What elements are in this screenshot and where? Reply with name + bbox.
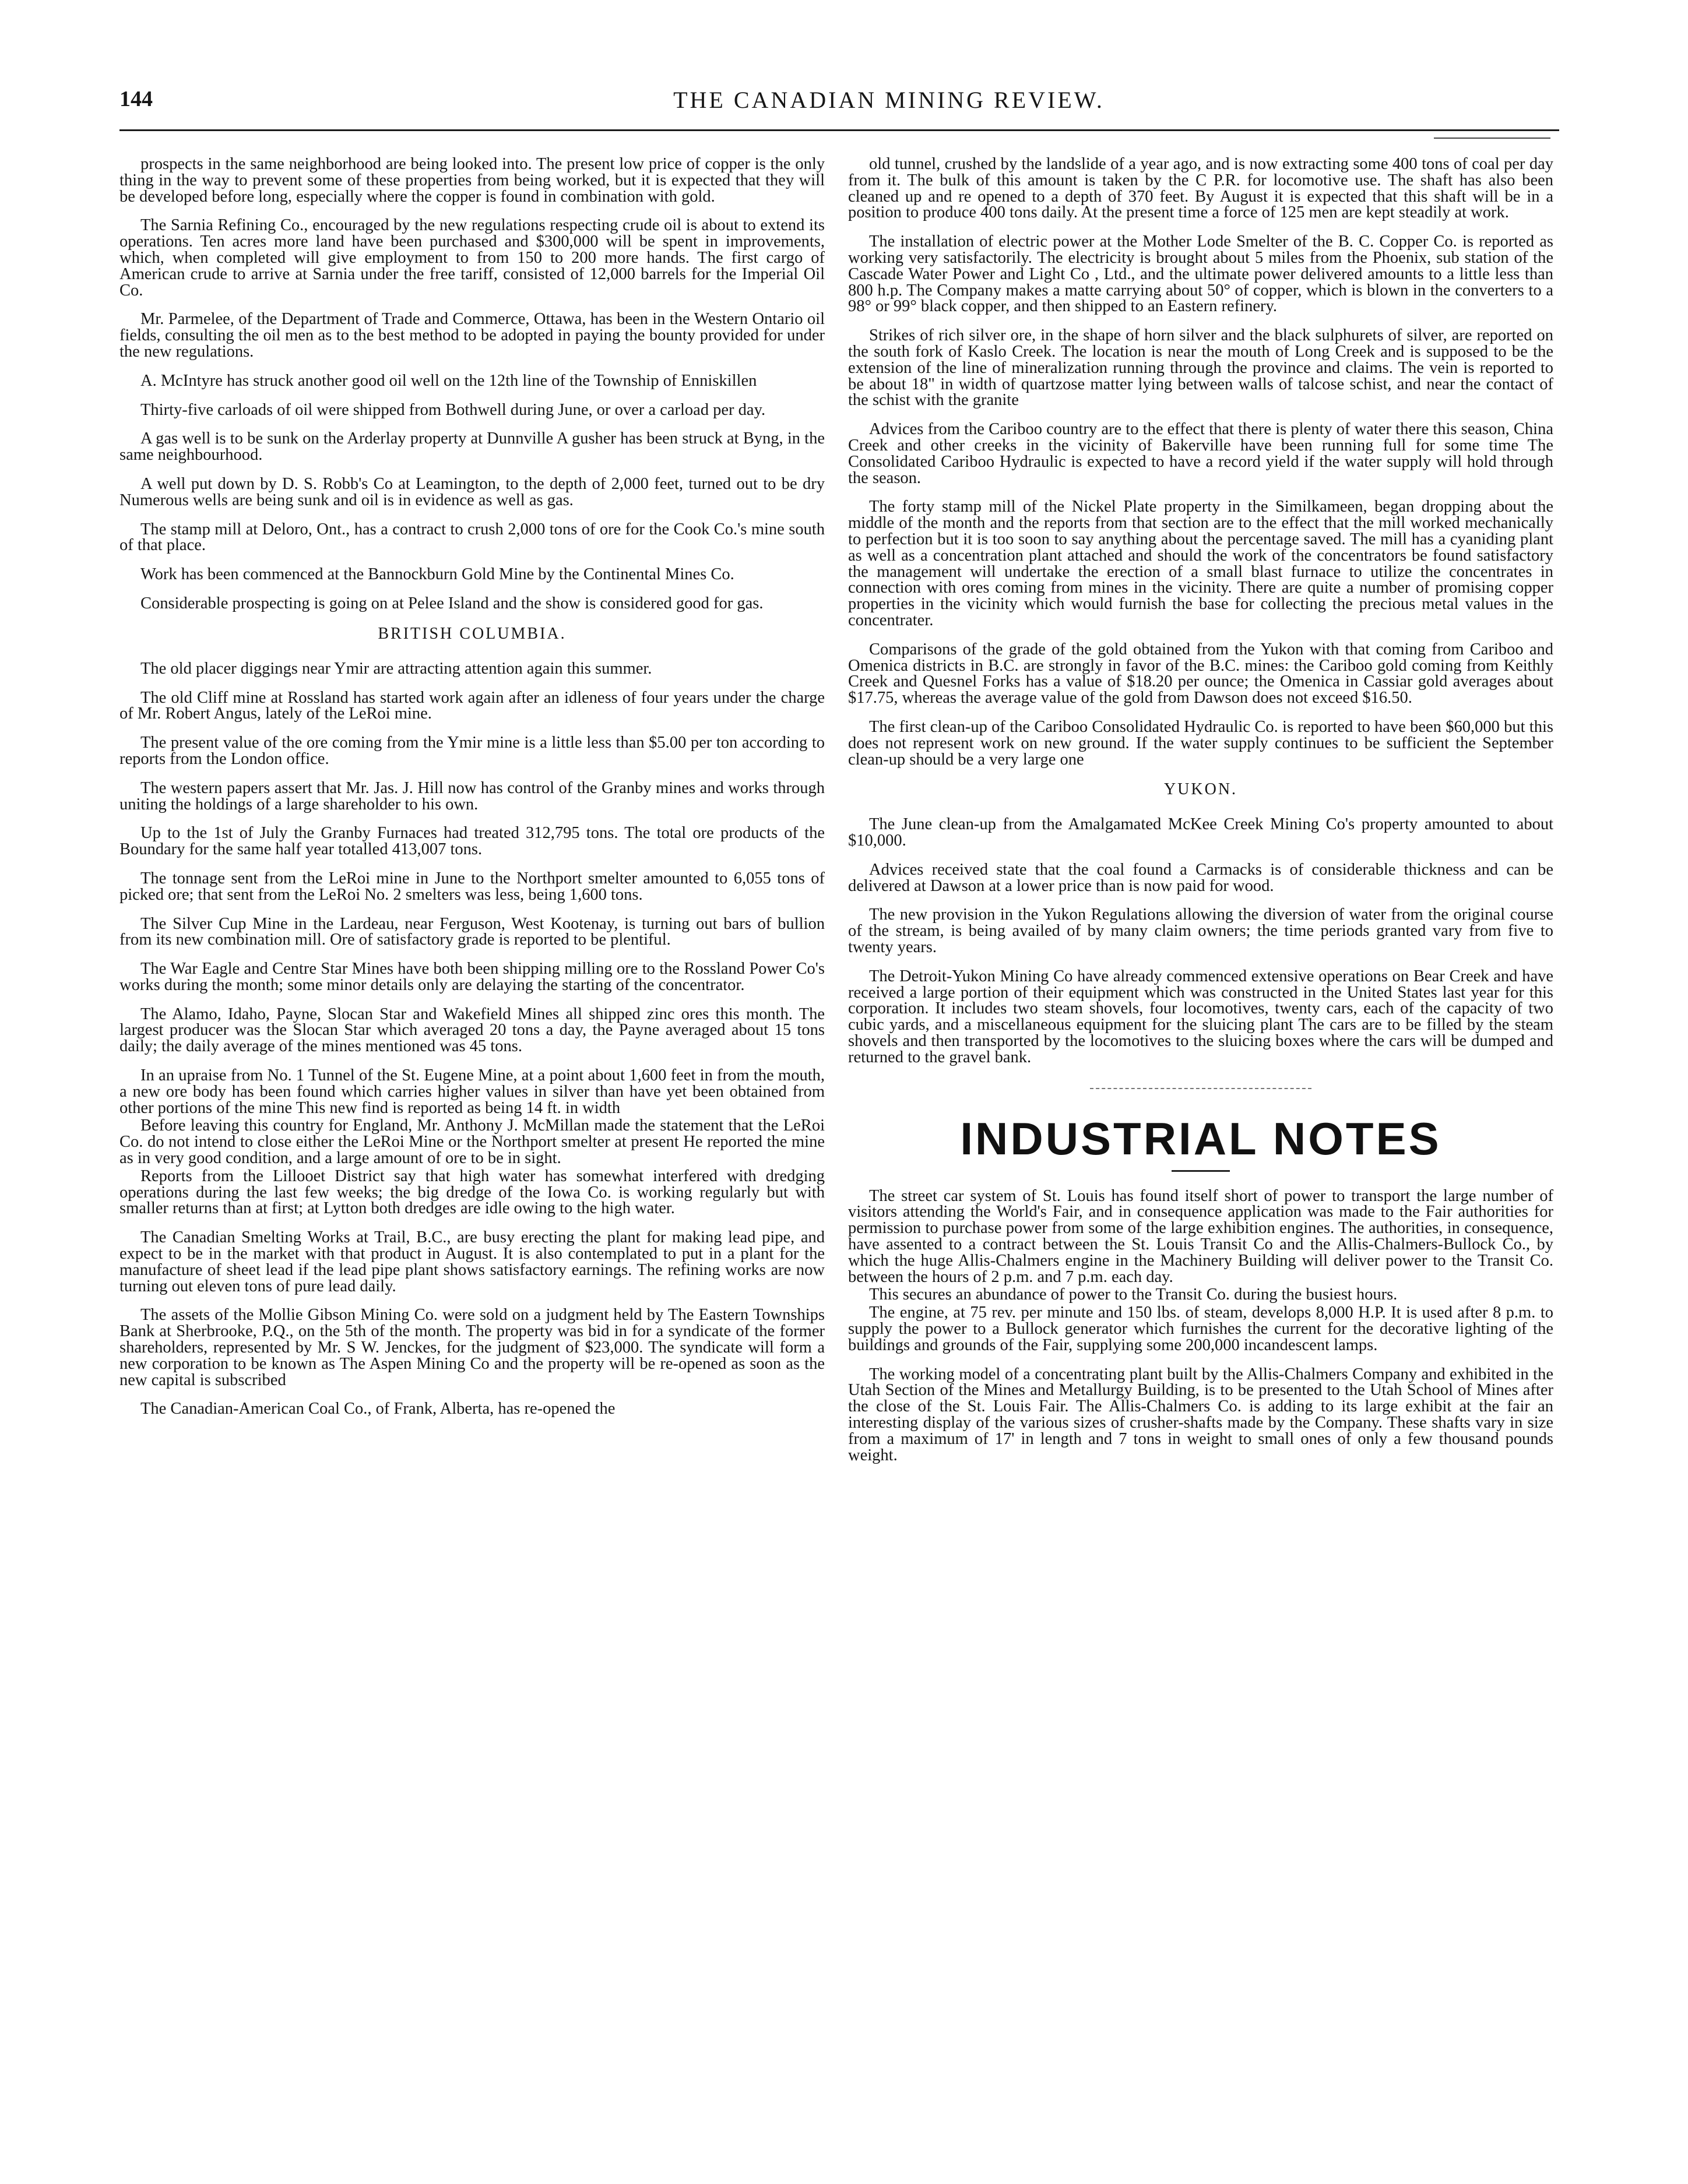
article-paragraph: The Canadian Smelting Works at Trail, B.C., are busy erecting the plant for making lead pipe, and expect to be in the market with that product in August. It is also contemplated to put in a plant for the manufacture of sheet lead if the lead pipe plant shows satisfactory earnings. The refining works are now turning out eleven tons of pure lead daily. — [119, 1228, 825, 1295]
industrial-notes-heading: INDUSTRIAL NOTES — [960, 1112, 1441, 1164]
article-paragraph: The installation of electric power at the Mother Lode Smelter of the B. C. Copper Co. is reported as working very satisfactorily. The electricity is brought about 5 miles from the Phoenix, sub station of the Cascade Water Power and Light Co , Ltd., and the ultimate power delivered amounts to a little less than 800 h.p. The Company makes a matte carrying about 50° of copper, which is blown in the converters to a 98° or 99° black copper, and then shipped to an Eastern refinery. — [848, 233, 1553, 316]
article-paragraph: The Canadian-American Coal Co., of Frank, Alberta, has re-opened the — [140, 1400, 616, 1418]
article-paragraph: The new provision in the Yukon Regulations allowing the diversion of water from the original course of the stream, is being availed of by many claim owners; the time periods granted vary from five to twenty years. — [848, 906, 1553, 957]
article-paragraph: Up to the 1st of July the Granby Furnaces had treated 312,795 tons. The total ore products of the Boundary for the same half year totalled 413,007 tons. — [119, 824, 825, 859]
article-paragraph: prospects in the same neighborhood are being looked into. The present low price of copper is the only thing in the way to prevent some of these properties from being worked, but it is expected that they will be developed before long, especially where the copper is found in combination with gold. — [119, 155, 825, 206]
header-rule-short — [1434, 138, 1550, 139]
article-paragraph: The assets of the Mollie Gibson Mining Co. were sold on a judgment held by The Eastern Townships Bank at Sherbrooke, P.Q., on the 5th of the month. The property was bid in for a syndicate of the former shareholders, represented by Mr. S W. Jenckes, for the judgment of $23,000. The syndicate will form a new corporation to be known as The Aspen Mining Co and the property will be re-opened as soon as the new capital is subscribed — [119, 1306, 825, 1389]
article-paragraph: A gas well is to be sunk on the Arderlay property at Dunnville A gusher has been struck at Byng, in the same neighbourhood. — [119, 429, 825, 464]
article-paragraph: The working model of a concentrating plant built by the Allis-Chalmers Company and exhibited in the Utah Section of the Mines and Metallurgy Building, is to be presented to the Utah School of Mines after the close of the St. Louis Fair. The Allis-Chalmers Co. is adding to its large exhibit at the fair an interesting display of the various sizes of crusher-shafts made by the Company. These shafts vary in size from a maximum of 17' in length and 7 tons in weight to small ones of only a few thousand pounds weight. — [848, 1365, 1553, 1464]
article-paragraph: The June clean-up from the Amalgamated McKee Creek Mining Co's property amounted to about $10,000. — [848, 815, 1553, 850]
article-paragraph: Before leaving this country for England, Mr. Anthony J. McMillan made the statement that the LeRoi Co. do not intend to close either the LeRoi Mine or the Northport smelter at present He reported the mine as in very good condition, and a large amount of ore to be in sight. — [119, 1116, 825, 1168]
page-number: 144 — [119, 87, 153, 111]
article-paragraph: Advices received state that the coal found a Carmacks is of considerable thickness and can be delivered at Dawson at a lower price than is now paid for wood. — [848, 860, 1553, 895]
section-heading: BRITISH COLUMBIA. — [378, 624, 567, 643]
left-column — [119, 156, 825, 1430]
article-paragraph: Mr. Parmelee, of the Department of Trade and Commerce, Ottawa, has been in the Western Ontario oil fields, consulting the oil men as to the best method to be adopted in paying the bounty provided for under the new regulations. — [119, 310, 825, 361]
article-paragraph: Considerable prospecting is going on at Pelee Island and the show is considered good for gas. — [140, 594, 764, 612]
article-paragraph: The Detroit-Yukon Mining Co have already commenced extensive operations on Bear Creek and have received a large portion of their equipment which was constructed in the United States last year for this corporation. It includes two steam shovels, four locomotives, twenty cars, each of the capacity of two cubic yards, and a miscellaneous equipment for the sluicing plant The cars are to be filled by the steam shovels and then transported by the locomotives to the sluicing boxes where the cars will be dumped and returned to the gravel bank. — [848, 967, 1553, 1066]
article-paragraph: The forty stamp mill of the Nickel Plate property in the Similkameen, began dropping about the middle of the month and the reports from that section are to the effect that the mill worked mechanically to perfection but it is too soon to say anything about the percentage saved. The mill has a cyaniding plant as well as a concentration plant attached and should the work of the concentrators be found satisfactory the management will undertake the erection of a small blast furnace to utilize the concentrates in connection with ores coming from mines in the vicinity. There are quite a number of promising copper properties in the vicinity which would furnish the base for collecting the precious metal values in the concentrater. — [848, 498, 1553, 629]
article-paragraph: Comparisons of the grade of the gold obtained from the Yukon with that coming from Cariboo and Omenica districts in B.C. are strongly in favor of the B.C. mines: the Cariboo gold coming from Keithly Creek and Quesnel Forks has a value of $18.20 per ounce; the Omenica in Cassiar gold averages about $17.75, whereas the average value of the gold from Dawson does not exceed $16.50. — [848, 640, 1553, 707]
article-paragraph: The tonnage sent from the LeRoi mine in June to the Northport smelter amounted to 6,055 tons of picked ore; that sent from the LeRoi No. 2 smelters was less, being 1,600 tons. — [119, 869, 825, 904]
article-paragraph: Work has been commenced at the Bannockburn Gold Mine by the Continental Mines Co. — [140, 565, 734, 584]
article-paragraph: Thirty-five carloads of oil were shipped from Bothwell during June, or over a carload per day. — [140, 400, 766, 419]
section-heading: YUKON. — [1163, 780, 1238, 799]
article-paragraph: The western papers assert that Mr. Jas. J. Hill now has control of the Granby mines and works through uniting the holdings of a large shareholder to his own. — [119, 779, 825, 813]
article-paragraph: The street car system of St. Louis has found itself short of power to transport the large number of visitors attending the World's Fair, and in consequence application was made to the Fair authorities for permission to purchase power from some of the large exhibition engines. The authorities, in consequence, have assented to a contract between the St. Louis Transit Co and the Allis-Chalmers-Bullock Co., by which the huge Allis-Chalmers engine in the Machinery Building will deliver power to the Transit Co. between the hours of 2 p.m. and 7 p.m. each day. — [848, 1186, 1553, 1286]
article-paragraph: This secures an abundance of power to the Transit Co. during the busiest hours. — [869, 1285, 1398, 1304]
article-paragraph: The old Cliff mine at Rossland has started work again after an idleness of four years under the charge of Mr. Robert Angus, lately of the LeRoi mine. — [119, 688, 825, 723]
article-paragraph: The first clean-up of the Cariboo Consolidated Hydraulic Co. is reported to have been $60,000 but this does not represent work on new ground. If the water supply continues to be sufficient the September clean-up should be a very large one — [848, 717, 1553, 769]
article-paragraph: A well put down by D. S. Robb's Co at Leamington, to the depth of 2,000 feet, turned out to be dry Numerous wells are being sunk and oil is in evidence as well as gas. — [119, 474, 825, 509]
article-paragraph: The Silver Cup Mine in the Lardeau, near Ferguson, West Kootenay, is turning out bars of bullion from its new combination mill. Ore of satisfactory grade is reported to be plentiful. — [119, 914, 825, 949]
article-paragraph: The engine, at 75 rev. per minute and 150 lbs. of steam, develops 8,000 H.P. It is used after 8 p.m. to supply the power to a Bullock generator which furnishes the current for the decorative lighting of the buildings and grounds of the Fair, supplying some 200,000 incandescent lamps. — [848, 1304, 1553, 1354]
article-paragraph: old tunnel, crushed by the landslide of a year ago, and is now extracting some 400 tons of coal per day from it. The bulk of this amount is taken by the C P.R. for locomotive use. The shaft has also been cleaned up and re opened to a depth of 370 feet. By August it is expected that this shaft will be in a position to produce 400 tons daily. At the present time a force of 125 men are kept steadily at work. — [848, 155, 1553, 222]
article-paragraph: Strikes of rich silver ore, in the shape of horn silver and the black sulphurets of silver, are reported on the south fork of Kaslo Creek. The location is near the mouth of Long Creek and is supposed to be the extension of the line of mineralization running through the province and claims. The vein is reported to be about 18" in width of quartzose matter lying between walls of talcose schist, and near the contact of the schist with the granite — [848, 326, 1553, 410]
section-separator — [1090, 1088, 1311, 1089]
article-paragraph: The Alamo, Idaho, Payne, Slocan Star and Wakefield Mines all shipped zinc ores this month. The largest producer was the Slocan Star which averaged 20 tons a day, the Payne averaged about 15 tons daily; the daily average of the mines mentioned was 45 tons. — [119, 1005, 825, 1056]
header-rule — [119, 129, 1559, 131]
article-paragraph: The Sarnia Refining Co., encouraged by the new regulations respecting crude oil is about to extend its operations. Ten acres more land have been purchased and $300,000 will be spent in improvements, which, when completed will give employment to from 150 to 200 more hands. The first cargo of American crude to arrive at Sarnia under the free tariff, consisted of 12,000 barrels for the Imperial Oil Co. — [119, 216, 825, 300]
right-column — [848, 156, 1553, 1476]
running-title: THE CANADIAN MINING REVIEW. — [673, 87, 1105, 113]
article-paragraph: The War Eagle and Centre Star Mines have both been shipping milling ore to the Rossland Power Co's works during the month; some minor details only are delaying the starting of the concentrator. — [119, 960, 825, 994]
page-header — [119, 86, 1559, 112]
article-paragraph: The present value of the ore coming from the Ymir mine is a little less than $5.00 per ton according to reports from the London office. — [119, 734, 825, 768]
article-paragraph: In an upraise from No. 1 Tunnel of the St. Eugene Mine, at a point about 1,600 feet in from the mouth, a new ore body has been found which carries higher values in silver than have yet been obtained from other portions of the mine This new find is reported as being 14 ft. in width — [119, 1066, 825, 1117]
article-paragraph: The old placer diggings near Ymir are attracting attention again this summer. — [140, 659, 652, 678]
heading-rule — [1172, 1170, 1230, 1172]
article-paragraph: The stamp mill at Deloro, Ont., has a contract to crush 2,000 tons of ore for the Cook Co.'s mine south of that place. — [119, 520, 825, 555]
article-paragraph: Advices from the Cariboo country are to the effect that there is plenty of water there this season, China Creek and other creeks in the vicinity of Bakerville have been running full for some time The Consolidated Cariboo Hydraulic is expected to have a record yield if the water supply will hold through the season. — [848, 420, 1553, 487]
article-paragraph: Reports from the Lillooet District say that high water has somewhat interfered with dredging operations during the last few weeks; the big dredge of the Iowa Co. is working regularly but with smaller returns than at first; at Lytton both dredges are idle owing to the high water. — [119, 1167, 825, 1218]
article-paragraph: A. McIntyre has struck another good oil well on the 12th line of the Township of Enniskillen — [140, 371, 757, 390]
